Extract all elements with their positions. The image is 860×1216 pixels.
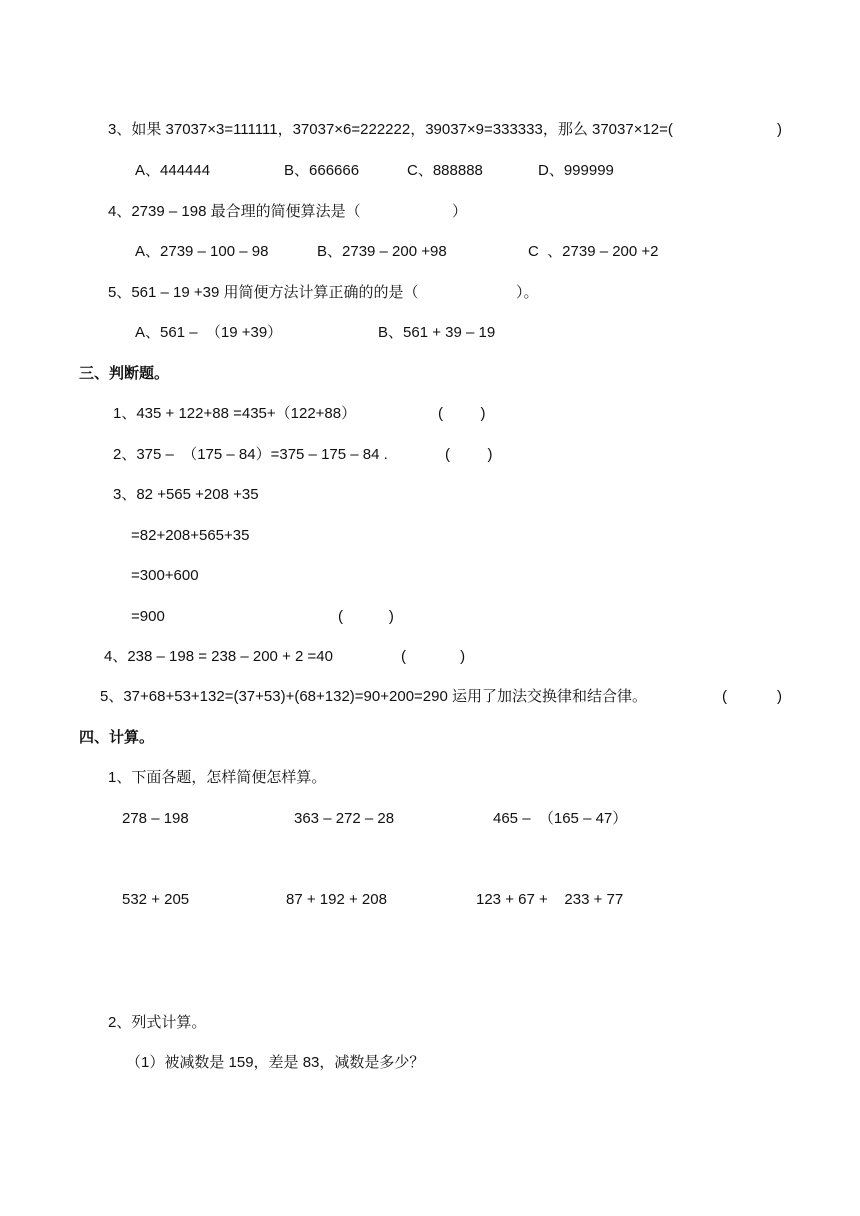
calc-expr-4: 532 + 205 — [122, 891, 190, 908]
q4-option-a: A、2739 – 100 – 98 — [135, 243, 269, 260]
judge-item-3-step-2: =300+600 — [131, 567, 199, 584]
q3-option-d: D、999999 — [538, 162, 614, 179]
calc-expr-6: 123 + 67 + 233 + 77 — [476, 891, 624, 908]
q5-option-a: A、561 – （19 +39） — [135, 324, 283, 341]
judge-item-3-paren: ( ) — [338, 608, 394, 625]
calc-subheading-1: 1、下面各题，怎样简便怎样算。 — [108, 769, 327, 786]
judge-item-1-paren: ( ) — [438, 405, 486, 422]
q3-paren-close: ) — [777, 121, 782, 138]
calc-expr-2: 363 – 272 – 28 — [294, 810, 395, 827]
q5-option-b: B、561 + 39 – 19 — [378, 324, 496, 341]
judge-item-4: 4、238 – 198 = 238 – 200 + 2 =40 — [104, 648, 333, 665]
q4-option-b: B、2739 – 200 +98 — [317, 243, 447, 260]
q4-option-c: C 、2739 – 200 +2 — [528, 243, 659, 260]
q5-paren-close: ）。 — [516, 284, 539, 301]
section-heading-calculation: 四、计算。 — [79, 729, 155, 746]
q4-text: 4、2739 – 198 最合理的简便算法是（ — [108, 203, 361, 220]
judge-item-5: 5、37+68+53+132=(37+53)+(68+132)=90+200=290 运用了加法交换律和结合律。 — [100, 688, 647, 705]
q3-option-c: C、888888 — [407, 162, 483, 179]
q3-option-b: B、666666 — [284, 162, 360, 179]
q4-paren-close: ） — [452, 203, 468, 220]
judge-item-5-paren: ( ) — [722, 688, 782, 705]
q3-text: 3、如果 37037×3=111111，37037×6=222222，39037×9=333333，那么 37037×12=( — [108, 121, 673, 138]
judge-item-4-paren: ( ) — [401, 648, 466, 665]
word-problem-1: （1）被减数是 159，差是 83，减数是多少？ — [126, 1054, 425, 1071]
judge-item-1: 1、435 + 122+88 =435+（122+88） — [113, 405, 357, 422]
judge-item-3-step-1: =82+208+565+35 — [131, 527, 250, 544]
calc-expr-5: 87 + 192 + 208 — [286, 891, 387, 908]
section-heading-judgement: 三、判断题。 — [79, 365, 170, 382]
judge-item-2: 2、375 – （175 – 84）=375 – 175 – 84 . — [113, 446, 388, 463]
q3-option-a: A、444444 — [135, 162, 211, 179]
judge-item-2-paren: ( ) — [445, 446, 493, 463]
q5-text: 5、561 – 19 +39 用简便方法计算正确的的是（ — [108, 284, 419, 301]
calc-subheading-2: 2、列式计算。 — [108, 1014, 207, 1031]
calc-expr-1: 278 – 198 — [122, 810, 189, 827]
judge-item-3: 3、82 +565 +208 +35 — [113, 486, 259, 503]
calc-expr-3: 465 – （165 – 47） — [493, 810, 628, 827]
judge-item-3-step-3: =900 — [131, 608, 165, 625]
